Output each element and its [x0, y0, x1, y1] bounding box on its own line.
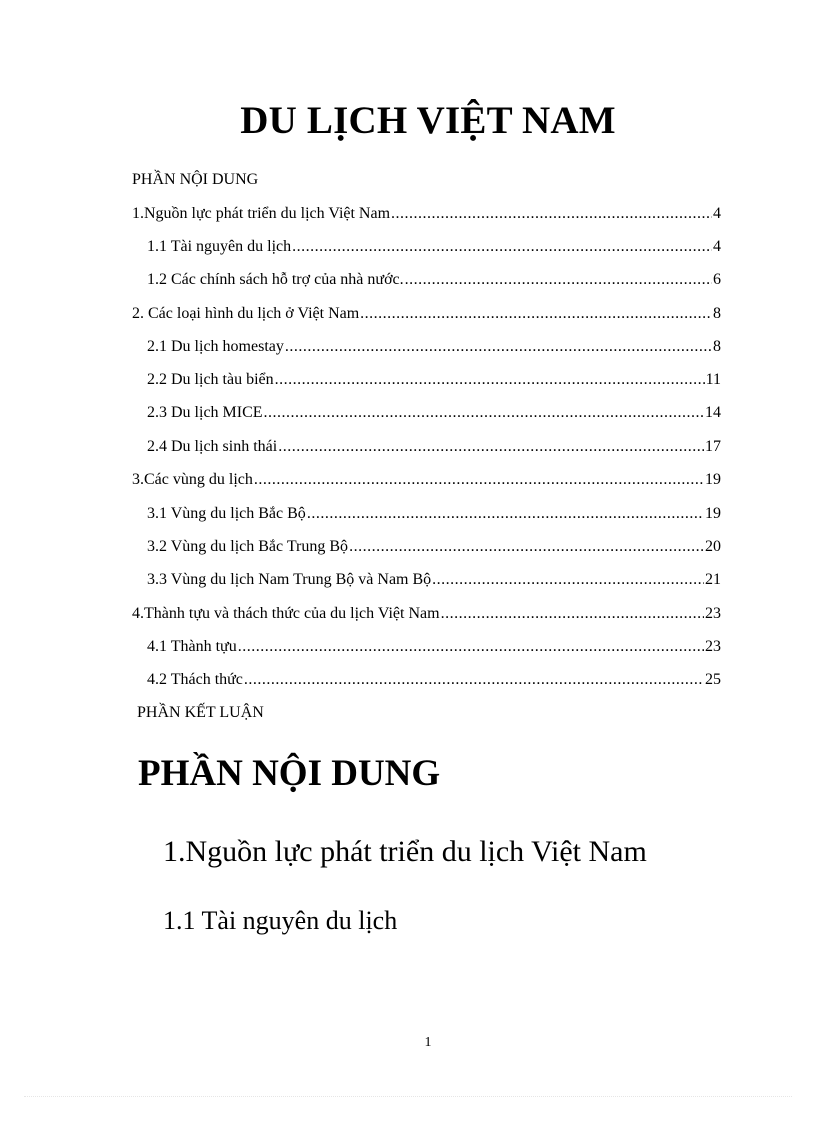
toc-entry[interactable]: [132, 305, 721, 327]
toc-entry-page: 8: [713, 338, 721, 355]
toc-dot-leader: [307, 505, 704, 523]
toc-entry-page: 19: [705, 471, 721, 488]
toc-entry-page: 17: [705, 438, 721, 455]
toc-entry[interactable]: [147, 338, 721, 360]
toc-entry-page: 4: [713, 238, 721, 255]
toc-entry-page: 25: [705, 671, 721, 688]
toc-entry-label: 1.1 Tài nguyên du lịch: [147, 238, 292, 255]
toc-entry[interactable]: [132, 605, 721, 627]
toc-entry-label: 4.Thành tựu và thách thức của du lịch Việt Nam: [132, 605, 440, 622]
toc-dot-leader: [238, 638, 704, 656]
toc-entry-page: 6: [713, 271, 721, 288]
toc-entry[interactable]: [132, 471, 721, 493]
toc-entry-label: 2. Các loại hình du lịch ở Việt Nam: [132, 305, 360, 322]
toc-entry-page: 19: [705, 505, 721, 522]
toc-entry[interactable]: [147, 238, 721, 260]
toc-entry[interactable]: [132, 205, 721, 227]
toc-entry-label: 3.2 Vùng du lịch Bắc Trung Bộ: [147, 538, 349, 555]
toc-dot-leader: [432, 571, 704, 589]
document-title: DU LỊCH VIỆT NAM: [240, 99, 616, 142]
toc-entry-page: 23: [705, 605, 721, 622]
toc-dot-leader: [391, 205, 712, 223]
heading-level-2: 1.1 Tài nguyên du lịch: [163, 906, 398, 935]
toc-entry-label: 3.Các vùng du lịch: [132, 471, 253, 488]
toc-entry[interactable]: [147, 438, 721, 460]
toc-dot-leader: [441, 605, 704, 623]
toc-dot-leader: [275, 371, 705, 389]
toc-entry-label: 2.2 Du lịch tàu biển: [147, 371, 274, 388]
toc-entry-label: 1.Nguồn lực phát triển du lịch Việt Nam: [132, 205, 391, 222]
toc-entry-label: 4.2 Thách thức: [147, 671, 243, 688]
toc-entry-label: 3.1 Vùng du lịch Bắc Bộ: [147, 505, 306, 522]
toc-dot-leader: [285, 338, 712, 356]
page-number: 1: [424, 1035, 432, 1050]
toc-dot-leader: [292, 238, 712, 256]
toc-entry-page: 14: [705, 404, 721, 421]
page-bottom-edge: [24, 1096, 792, 1097]
toc-entry-page: 4: [713, 205, 721, 222]
toc-entry-label: 2.4 Du lịch sinh thái: [147, 438, 278, 455]
heading-level-1: 1.Nguồn lực phát triển du lịch Việt Nam: [163, 835, 647, 868]
toc-entry[interactable]: [147, 671, 721, 693]
toc-entry-page: 11: [705, 371, 721, 388]
toc-dot-leader: [405, 271, 712, 289]
toc-entry-page: 21: [705, 571, 721, 588]
toc-entry-page: 20: [705, 538, 721, 555]
toc-dot-leader: [244, 671, 704, 689]
toc-entry-label: 4.1 Thành tựu: [147, 638, 237, 655]
toc-entry[interactable]: [147, 404, 721, 426]
toc-entry[interactable]: [147, 571, 721, 593]
toc-entry-label: 2.1 Du lịch homestay: [147, 338, 284, 355]
toc-entry-label: 3.3 Vùng du lịch Nam Trung Bộ và Nam Bộ: [147, 571, 432, 588]
toc-entry[interactable]: [147, 271, 721, 293]
toc-entry-page: 23: [705, 638, 721, 655]
toc-dot-leader: [278, 438, 704, 456]
toc-entry-label: 1.2 Các chính sách hỗ trợ của nhà nước.: [147, 271, 404, 288]
toc-entry[interactable]: [147, 638, 721, 660]
toc-dot-leader: [349, 538, 704, 556]
toc-dot-leader: [254, 471, 704, 489]
toc-entry[interactable]: [147, 538, 721, 560]
toc-closing-entry[interactable]: PHẦN KẾT LUẬN: [137, 704, 264, 721]
toc-entry-page: 8: [713, 305, 721, 322]
toc-entry-label: 2.3 Du lịch MICE: [147, 404, 263, 421]
toc-heading: PHẦN NỘI DUNG: [132, 171, 259, 188]
toc-dot-leader: [360, 305, 712, 323]
section-heading: PHẦN NỘI DUNG: [138, 753, 441, 794]
toc-dot-leader: [264, 404, 704, 422]
toc-entry[interactable]: [147, 505, 721, 527]
toc-entry[interactable]: [147, 371, 721, 393]
